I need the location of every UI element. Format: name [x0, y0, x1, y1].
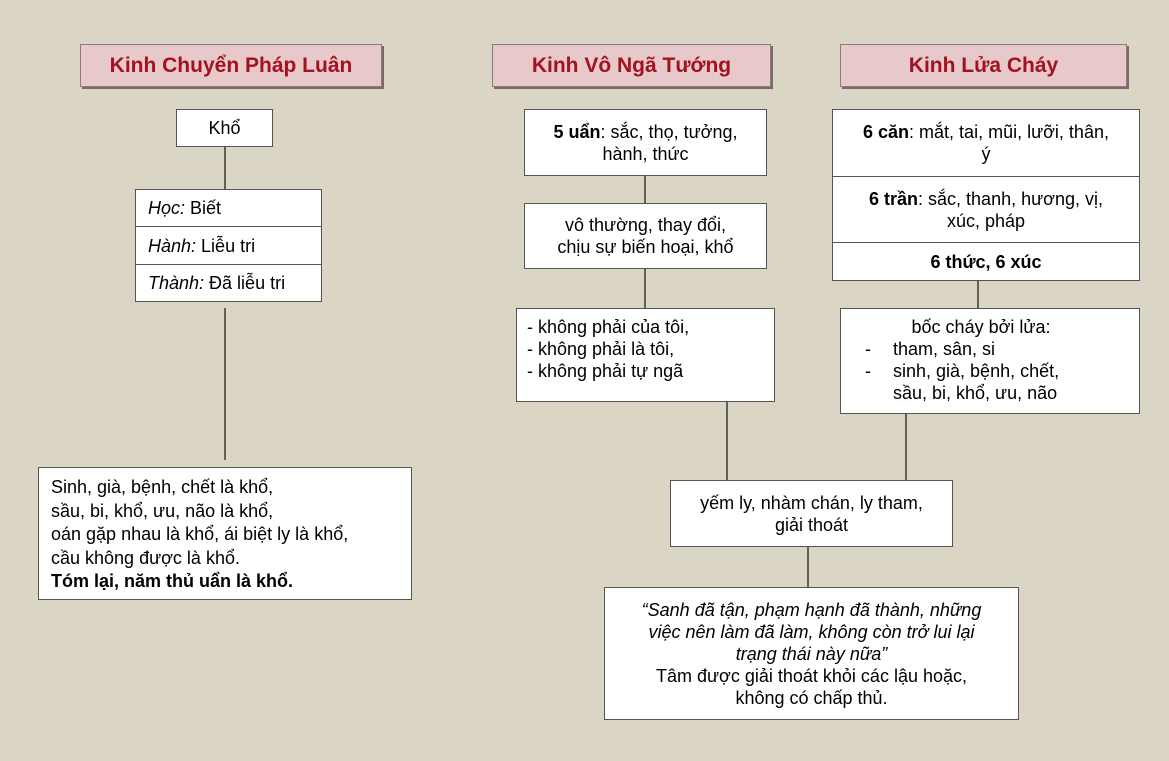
five-aggregates-line-2: hành, thức: [602, 143, 689, 164]
liberation-quote-line-2: việc nên làm đã làm, không còn trở lui lại: [648, 621, 975, 642]
burning-item-2-text: [893, 360, 1059, 404]
six-objects-line-2: xúc, pháp: [946, 210, 1026, 231]
title-kinh-lua-chay: [840, 44, 1127, 87]
summary-line-2: sầu, bi, khổ, ưu, não là khổ,: [51, 500, 274, 521]
six-faculties-label: 6 căn: [863, 122, 910, 142]
six-objects-list: : sắc, thanh, hương, vị,: [918, 188, 1103, 209]
summary-line-4: cầu không được là khổ.: [51, 547, 240, 568]
title-text: Kinh Lửa Cháy: [908, 53, 1059, 77]
stage-hanh-label: Hành:: [148, 235, 197, 256]
kho-text: Khổ: [208, 118, 241, 138]
liberation-line-5: không có chấp thủ.: [735, 687, 888, 708]
six-objects-label: 6 trần: [869, 188, 919, 209]
title-text: Kinh Vô Ngã Tướng: [531, 53, 732, 77]
five-aggregates-box: [524, 109, 767, 176]
disenchantment-line-1: yếm ly, nhàm chán, ly tham,: [700, 492, 923, 513]
not-self-line-1: - không phải của tôi,: [527, 317, 690, 337]
burning-box: [840, 308, 1140, 414]
burning-item-2: [841, 360, 1139, 404]
liberation-box: [604, 587, 1019, 720]
liberation-line-4: Tâm được giải thoát khỏi các lậu hoặc,: [655, 665, 967, 686]
five-aggregates-label: 5 uẩn: [553, 121, 601, 142]
not-self-line-2: - không phải là tôi,: [527, 339, 675, 359]
burning-item-2-line-2: sầu, bi, khổ, ưu, não: [893, 383, 1058, 403]
not-self-box: [516, 308, 775, 402]
disenchantment-line-2: giải thoát: [774, 514, 849, 535]
six-faculties: [833, 110, 1139, 177]
senses-box: [832, 109, 1140, 281]
six-objects-line-1: [869, 188, 1103, 210]
burning-item-1-dash: -: [865, 339, 871, 359]
stage-thanh: [136, 265, 321, 301]
summary-conclusion-text: Tóm lại, năm thủ uẩn là khổ.: [51, 571, 294, 591]
six-faculties-line-1: [863, 121, 1109, 143]
impermanence-line-1: vô thường, thay đổi,: [565, 215, 726, 235]
not-self-line-3: - không phải tự ngã: [527, 361, 684, 381]
disenchantment-box: [670, 480, 953, 547]
stage-hoc-label: Học:: [148, 198, 186, 218]
summary-conclusion: [51, 570, 411, 594]
burning-item-2-dash: -: [865, 361, 871, 381]
title-text: Kinh Chuyển Pháp Luân: [109, 53, 353, 77]
five-aggregates-line-1: [554, 121, 738, 143]
burning-title: bốc cháy bởi lửa:: [911, 317, 1051, 337]
six-consciousness-contacts-text: 6 thức, 6 xúc: [930, 251, 1042, 272]
summary-line-1: Sinh, già, bệnh, chết là khổ,: [51, 477, 274, 497]
liberation-quote-line-1: “Sanh đã tận, phạm hạnh đã thành, những: [641, 599, 982, 620]
learning-stages-box: [135, 189, 322, 302]
stage-thanh-label: Thành:: [148, 273, 205, 293]
impermanence-line-2: chịu sự biến hoại, khổ: [557, 237, 734, 257]
stage-hanh: [136, 227, 321, 265]
five-aggregates-list: : sắc, thọ, tưởng,: [600, 121, 738, 142]
kho-box: [176, 109, 273, 147]
title-kinh-chuyen-phap-luan: [80, 44, 382, 87]
burning-item-1: [841, 338, 1139, 360]
stage-hoc-value: Biết: [185, 198, 222, 218]
six-faculties-list: : mắt, tai, mũi, lưỡi, thân,: [909, 122, 1109, 142]
burning-item-2-line-1: sinh, già, bệnh, chết,: [893, 361, 1060, 381]
suffering-summary-box: [38, 467, 412, 600]
liberation-quote-line-3: trạng thái này nữa”: [735, 643, 888, 664]
six-faculties-line-2: ý: [981, 144, 991, 164]
summary-line-3: oán gặp nhau là khổ, ái biệt ly là khổ,: [51, 524, 349, 544]
stage-hanh-value: Liễu tri: [196, 235, 256, 256]
six-consciousness-contacts: [833, 243, 1139, 280]
stage-thanh-value: Đã liễu tri: [204, 273, 286, 293]
six-objects: [833, 177, 1139, 243]
impermanence-box: [524, 203, 767, 269]
stage-hoc: [136, 190, 321, 227]
burning-item-1-text: tham, sân, si: [893, 339, 996, 359]
title-kinh-vo-nga-tuong: [492, 44, 771, 87]
